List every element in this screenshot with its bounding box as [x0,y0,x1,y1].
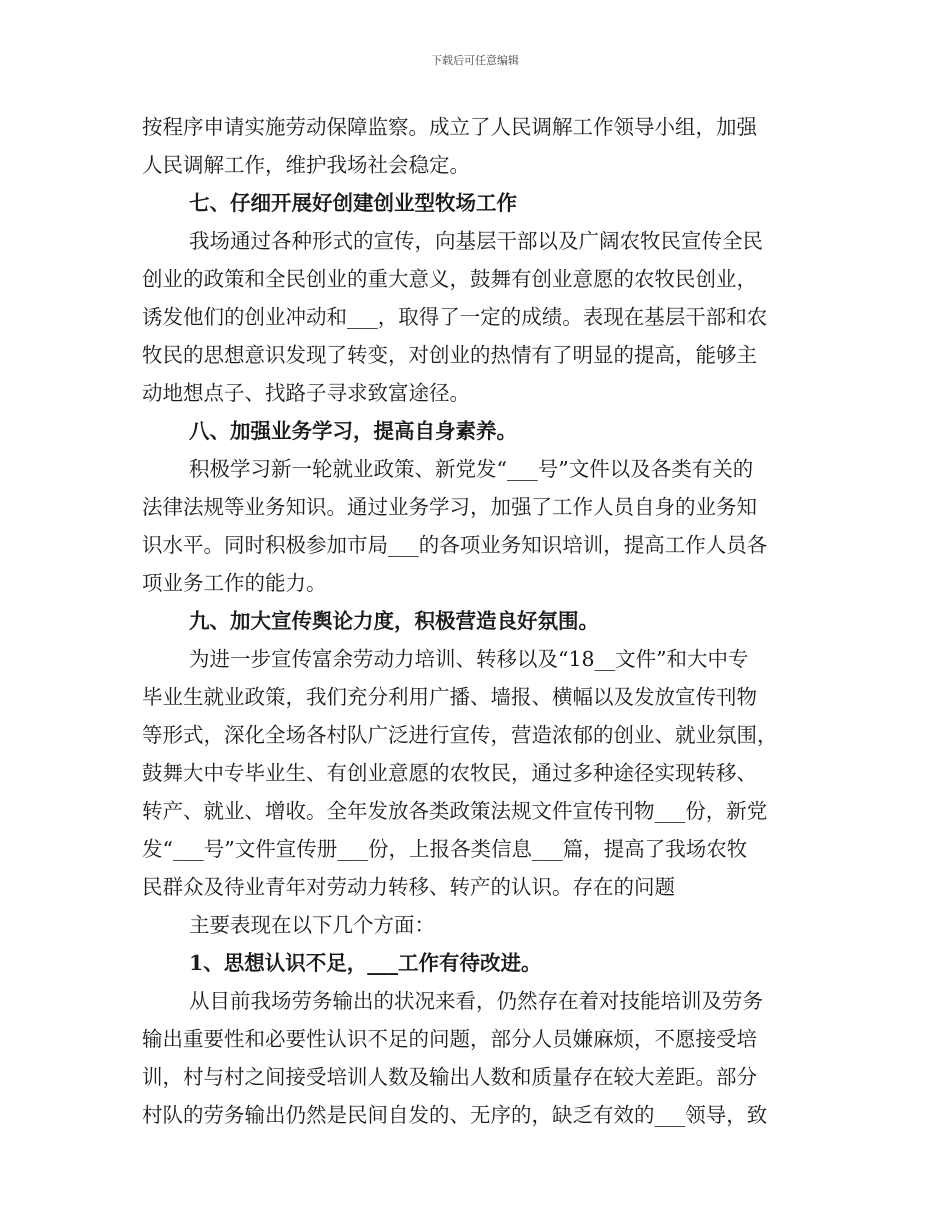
text-line: 识水平。同时积极参加市局___的各项业务知识培训，提高工作人员各 [142,533,768,557]
text-line: 训，村与村之间接受培训人数及输出人数和质量存在较大差距。部分 [142,1065,757,1089]
page-header: 下载后可任意编辑 [431,54,519,67]
section-heading: 八、加强业务学习，提高自身素养。 [189,419,517,443]
text-line: 民群众及待业青年对劳动力转移、转产的认识。存在的问题 [142,875,675,899]
text-line: 法律法规等业务知识。通过业务学习，加强了工作人员自身的业务知 [142,495,757,519]
text-line: 鼓舞大中专毕业生、有创业意愿的农牧民，通过多种途径实现转移、 [142,761,757,785]
text-line: 按程序申请实施劳动保障监察。成立了人民调解工作领导小组，加强 [142,115,757,139]
document-body [142,108,808,1134]
text-line: 诱发他们的创业冲动和___，取得了一定的成绩。表现在基层干部和农 [142,305,768,329]
text-line: 为进一步宣传富余劳动力培训、转移以及“18__文件”和大中专 [189,647,749,671]
section-heading: 1、思想认识不足，___工作有待改进。 [189,951,542,975]
text-line: 村队的劳务输出仍然是民间自发的、无序的，缺乏有效的___领导，致 [142,1103,768,1127]
text-line: 积极学习新一轮就业政策、新党发“___号”文件以及各类有关的 [189,457,754,481]
text-line: 发“___号”文件宣传册___份，上报各类信息___篇，提高了我场农牧 [142,837,748,861]
section-heading: 七、仔细开展好创建创业型牧场工作 [189,191,517,215]
text-line: 动地想点子、找路子寻求致富途径。 [142,381,470,405]
text-line: 我场通过各种形式的宣传，向基层干部以及广阔农牧民宣传全民 [189,229,763,253]
text-line: 主要表现在以下几个方面： [189,913,435,937]
text-line: 创业的政策和全民创业的重大意义，鼓舞有创业意愿的农牧民创业， [142,267,757,291]
text-line: 从目前我场劳务输出的状况来看，仍然存在着对技能培训及劳务 [189,989,763,1013]
text-line: 项业务工作的能力。 [142,571,327,595]
text-line: 输出重要性和必要性认识不足的问题，部分人员嫌麻烦，不愿接受培 [142,1027,757,1051]
section-heading: 九、加大宣传舆论力度，积极营造良好氛围。 [189,609,599,633]
text-line: 转产、就业、增收。全年发放各类政策法规文件宣传刊物___份，新党 [142,799,768,823]
text-line: 牧民的思想意识发现了转变，对创业的热情有了明显的提高，能够主 [142,343,757,367]
text-line: 人民调解工作，维护我场社会稳定。 [142,153,470,177]
text-line: 等形式，深化全场各村队广泛进行宣传，营造浓郁的创业、就业氛围， [142,723,778,747]
text-line: 毕业生就业政策，我们充分利用广播、墙报、横幅以及发放宣传刊物 [142,685,757,709]
